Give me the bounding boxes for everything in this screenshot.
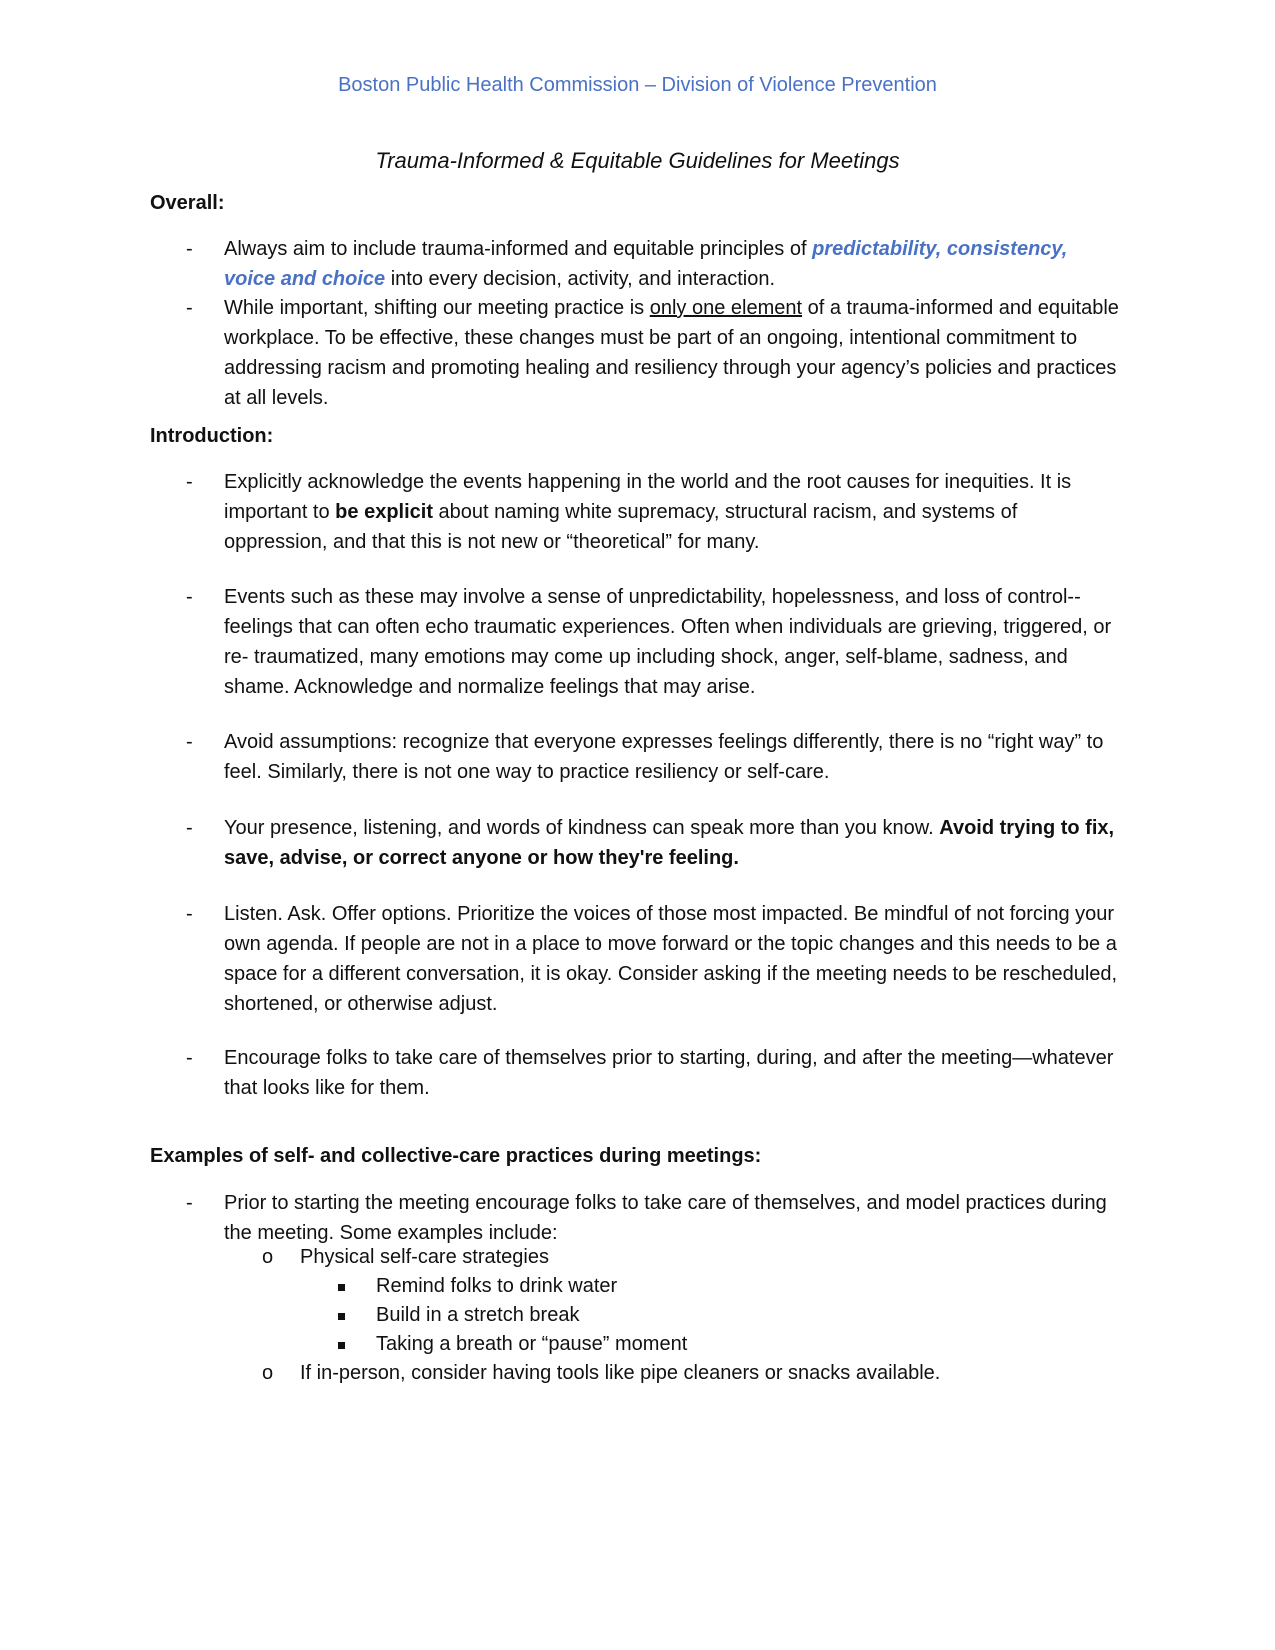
overall-item-1-text: Always aim to include trauma-informed and equitable principles of predictability, consistency, voice and choice into every decision, activity, and interaction.	[224, 238, 1068, 290]
document-title: Trauma-Informed & Equitable Guidelines for Meetings	[375, 148, 900, 173]
bullet-dash: -	[186, 1047, 193, 1069]
intro-item-2-text: Events such as these may involve a sense of unpredictability, hopelessness, and loss of control--feelings that can often echo traumatic experiences. Often when individuals are grieving, triggered, or re- traumatized, many emotions may come up including shock, anger, self-blame, sadness, and shame. Acknowledge and normalize feelings that may arise.	[224, 586, 1112, 698]
intro-item-3-text: Avoid assumptions: recognize that everyone expresses feelings differently, there is no “right way” to feel. Similarly, there is not one way to practice resiliency or self-care.	[224, 731, 1104, 783]
subsub-item-3-text: Taking a breath or “pause” moment	[376, 1333, 688, 1355]
intro-item-5-text: Listen. Ask. Offer options. Prioritize the voices of those most impacted. Be mindful of not forcing your own agenda. If people are not in a place to move forward or the topic changes and this needs to be a space for a different conversation, it is okay. Consider asking if the meeting needs to be rescheduled, shortened, or otherwise adjust.	[224, 903, 1118, 1015]
sub-item-in-person-text: If in-person, consider having tools like pipe cleaners or snacks available.	[300, 1362, 941, 1384]
bullet-dash: -	[186, 297, 193, 319]
introduction-heading: Introduction:	[150, 425, 274, 447]
overall-heading: Overall:	[150, 192, 225, 214]
organization-header: Boston Public Health Commission – Division of Violence Prevention	[338, 74, 937, 96]
overall-item-2-text: While important, shifting our meeting practice is only one element of a trauma-informed and equitable workplace. To be effective, these changes must be part of an ongoing, intentional commitment to addressing racism and promoting healing and resiliency through your agency’s policies and practices at all levels.	[224, 297, 1119, 409]
bullet-dash: -	[186, 238, 193, 260]
examples-item-1-text: Prior to starting the meeting encourage folks to take care of themselves, and model practices during the meeting. Some examples include:	[224, 1192, 1107, 1244]
sub-item-physical-text: Physical self-care strategies	[300, 1246, 549, 1268]
intro-item-1-text: Explicitly acknowledge the events happening in the world and the root causes for inequities. It is important to be explicit about naming white supremacy, structural racism, and systems of oppression, and that this is not new or “theoretical” for many.	[224, 471, 1072, 553]
square-bullet	[338, 1342, 345, 1349]
underlined-phrase: only one element	[649, 297, 803, 319]
square-bullet	[338, 1313, 345, 1320]
bullet-dash: -	[186, 586, 193, 608]
intro-item-4-text: Your presence, listening, and words of kindness can speak more than you know. Avoid trying to fix, save, advise, or correct anyone or how they're feeling.	[224, 817, 1115, 869]
bullet-dash: -	[186, 1192, 193, 1214]
bullet-dash: -	[186, 817, 193, 839]
square-bullet	[338, 1284, 345, 1291]
bullet-dash: -	[186, 731, 193, 753]
principles-emphasis: predictability, consistency, voice and choice	[224, 238, 1068, 290]
examples-heading: Examples of self- and collective-care practices during meetings:	[150, 1145, 762, 1167]
bullet-dash: -	[186, 903, 193, 925]
circle-bullet: o	[262, 1246, 274, 1268]
bullet-dash: -	[186, 471, 193, 493]
subsub-item-2-text: Build in a stretch break	[376, 1304, 580, 1326]
subsub-item-1-text: Remind folks to drink water	[376, 1275, 618, 1297]
bold-phrase: Avoid trying to fix, save, advise, or correct anyone or how they're feeling.	[224, 817, 1115, 869]
intro-item-6-text: Encourage folks to take care of themselves prior to starting, during, and after the meeting—whatever that looks like for them.	[224, 1047, 1114, 1099]
circle-bullet: o	[262, 1362, 274, 1384]
bold-phrase: be explicit	[335, 501, 433, 523]
